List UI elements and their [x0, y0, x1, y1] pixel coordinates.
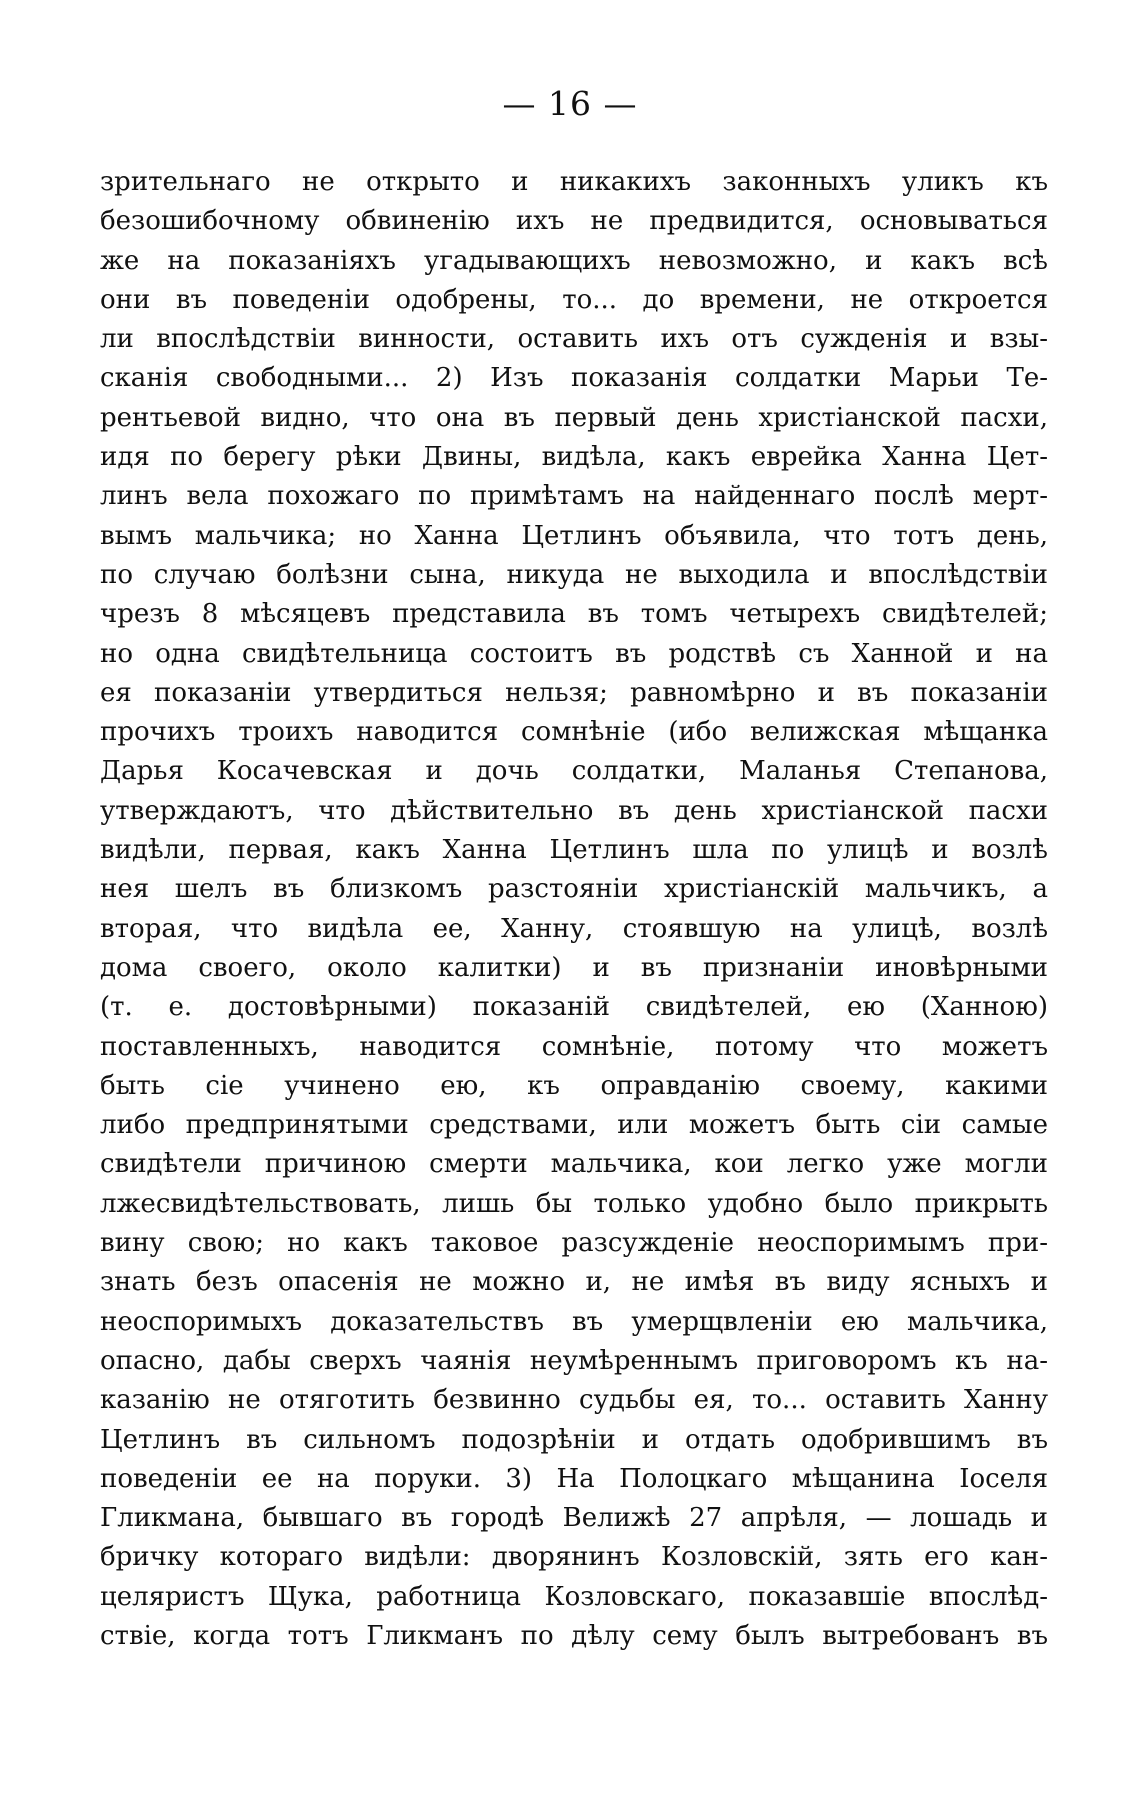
text-line: рентьевой видно, что она въ первый день христіанской пасхи,: [100, 402, 1048, 433]
text-line: свидѣтели причиною смерти мальчика, кои легко уже могли: [100, 1149, 1048, 1180]
text-line: быть сіе учинено ею, къ оправданію своему, какими: [100, 1070, 1048, 1101]
text-line: поставленныхъ, наводится сомнѣніе, потому что можетъ: [100, 1031, 1048, 1062]
text-line: идя по берегу рѣки Двины, видѣла, какъ еврейка Ханна Цет-: [100, 442, 1048, 473]
text-line: Гликмана, бывшаго въ городѣ Велижѣ 27 апрѣля, — лошадь и: [100, 1503, 1048, 1534]
text-line: ли впослѣдствіи винности, оставить ихъ отъ сужденія и взы-: [100, 324, 1048, 355]
text-line: по случаю болѣзни сына, никуда не выходила и впослѣдствіи: [100, 559, 1048, 590]
text-line: вымъ мальчика; но Ханна Цетлинъ объявила, что тотъ день,: [100, 520, 1048, 551]
page-number: — 16 —: [502, 84, 638, 123]
text-line: бричку котораго видѣли: дворянинъ Козловскій, зять его кан-: [100, 1542, 1048, 1573]
text-line: ея показаніи утвердиться нельзя; равномѣрно и въ показаніи: [100, 677, 1048, 708]
text-line: но одна свидѣтельница состоитъ въ родствѣ съ Ханной и на: [100, 638, 1048, 669]
text-line: прочихъ троихъ наводится сомнѣніе (ибо велижская мѣщанка: [100, 717, 1048, 748]
text-line: сканія свободными... 2) Изъ показанія солдатки Марьи Те-: [100, 363, 1048, 394]
text-line: зрительнаго не открыто и никакихъ законныхъ уликъ къ: [100, 167, 1048, 197]
text-line: поведеніи ее на поруки. 3) На Полоцкаго мѣщанина Іоселя: [100, 1463, 1048, 1494]
text-line: знать безъ опасенія не можно и, не имѣя въ виду ясныхъ и: [100, 1267, 1048, 1298]
text-line: (т. е. достовѣрными) показаній свидѣтелей, ею (Ханною): [100, 992, 1048, 1023]
text-line: чрезъ 8 мѣсяцевъ представила въ томъ четырехъ свидѣтелей;: [100, 599, 1048, 630]
text-line: Дарья Косачевская и дочь солдатки, Маланья Степанова,: [100, 756, 1048, 787]
text-line: вторая, что видѣла ее, Ханну, стоявшую на улицѣ, возлѣ: [100, 913, 1048, 944]
text-line: лжесвидѣтельствовать, лишь бы только удобно было прикрыть: [100, 1188, 1048, 1219]
text-line: опасно, дабы сверхъ чаянія неумѣреннымъ приговоромъ къ на-: [100, 1345, 1048, 1376]
body-text: [100, 163, 1048, 1656]
text-line: линъ вела похожаго по примѣтамъ на найденнаго послѣ мерт-: [100, 481, 1048, 512]
text-line: казанію не отяготить безвинно судьбы ея, то... оставить Ханну: [100, 1385, 1048, 1416]
text-line: дома своего, около калитки) и въ признаніи иновѣрными: [100, 952, 1048, 983]
text-line: видѣли, первая, какъ Ханна Цетлинъ шла по улицѣ и возлѣ: [100, 835, 1048, 866]
text-line: утверждаютъ, что дѣйствительно въ день христіанской пасхи: [100, 795, 1048, 826]
text-line: неоспоримыхъ доказательствъ въ умерщвленіи ею мальчика,: [100, 1306, 1048, 1337]
text-line: безошибочному обвиненію ихъ не предвидится, основываться: [100, 206, 1048, 237]
text-line: нея шелъ въ близкомъ разстояніи христіанскій мальчикъ, а: [100, 874, 1048, 905]
text-line: они въ поведеніи одобрены, то... до времени, не откроется: [100, 284, 1048, 315]
text-line: вину свою; но какъ таковое разсужденіе неоспоримымъ при-: [100, 1228, 1048, 1259]
text-line: же на показаніяхъ угадывающихъ невозможно, и какъ всѣ: [100, 245, 1048, 276]
text-line: либо предпринятыми средствами, или можетъ быть сіи самые: [100, 1110, 1048, 1141]
text-line: целяристъ Щука, работница Козловскаго, показавшіе впослѣд-: [100, 1581, 1048, 1612]
text-line: ствіе, когда тотъ Гликманъ по дѣлу сему былъ вытребованъ въ: [100, 1620, 1048, 1651]
text-line: Цетлинъ въ сильномъ подозрѣніи и отдать одобрившимъ въ: [100, 1424, 1048, 1455]
